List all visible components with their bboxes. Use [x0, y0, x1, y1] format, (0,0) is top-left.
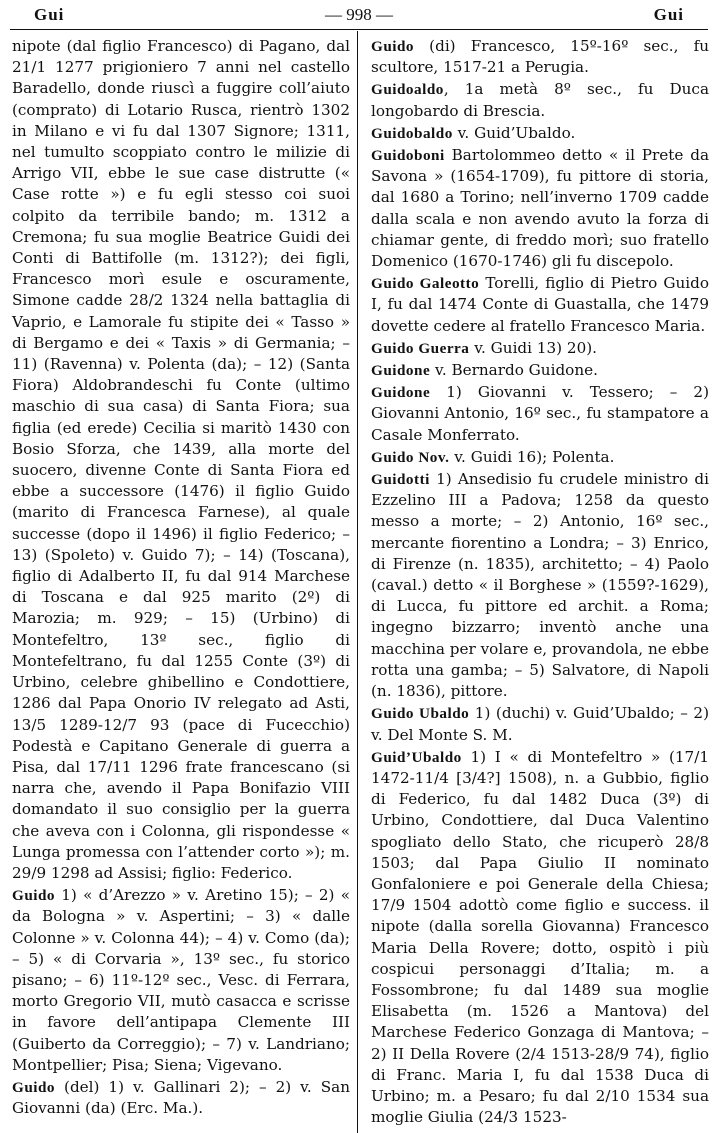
dictionary-entry: Guido (di) Francesco, 15º-16º sec., fu scultore, 1517-21 a Perugia.: [371, 37, 709, 77]
entry-headword: Guidone: [371, 362, 431, 380]
entry-headword: Guidone: [371, 384, 431, 402]
entry-headword: Guido: [12, 1078, 56, 1096]
entry-headword: Guido Ubaldo: [371, 705, 470, 723]
dictionary-entry: nipote (dal figlio Francesco) di Pagano, dal 21/1 1277 prigioniero 7 anni nel castello Baradello, donde riuscì a fuggire coll’aiuto (comprato) di Lotario Rusca, rientrò 1302 in Milano e vi fu dal 1307 Signore; 1311, nel tumulto scoppiato contro le milizie di Arrigo VII, ebbe le sue case distrutte (« Case rotte ») e fu egli stesso coi suoi colpito da terribile bando; m. 1312 a Cremona; fu sua moglie Beatrice Guidi dei Conti di Battifolle (m. 1312?); dei figli, Francesco morì esule e oscuramente, Simone cadde 28/2 1324 nella battaglia di Vaprio, e Lamorale fu stipite dei « Tasso » di Bergamo e dei « Taxis » di Germania; – 11) (Ravenna) v. Polenta (da); – 12) (Santa Fiora) Aldobrandeschi fu Conte (ultimo maschio di sua casa) di Santa Fiora; sua figlia (ed erede) Cecilia si maritò 1430 con Bosio Sforza, che 1439, alla morte del suocero, divenne Conte di Santa Fiora ed ebbe a successore (1476) il figlio Guido (marito di Francesca Farnese), al quale successe (dopo il 1496) il figlio Federico; – 13) (Spoleto) v. Guido 7); – 14) (Toscana), figlio di Adalberto II, fu dal 914 Marchese di Toscana e dal 925 marito (2º) di Marozia; m. 929; – 15) (Urbino) di Montefeltro, 13º sec., figlio di Montefeltrano, fu dal 1255 Conte (3º) di Urbino, celebre ghibellino e Condottiere, 1286 dal Papa Onorio IV relegato ad Asti, 13/5 1289-12/7 93 (pace di Fucecchio) Podestà e Capitano Generale di guerra a Pisa, dal 17/11 1296 frate francescano (si narra che, avendo il Papa Bonifazio VIII domandato il suo consiglio per la guerra che aveva con i Colonna, gli rispondesse « Lunga promessa con l’attender corto »); m. 29/9 1298 ad Assisi; figlio: Federico.: [12, 37, 350, 882]
right-column: [371, 36, 709, 1128]
dictionary-entry: Guido Galeotto Torelli, figlio di Pietro Guido I, fu dal 1474 Conte di Guastalla, che 1479 dovette cedere al fratello Francesco Maria.: [371, 274, 709, 335]
header-left-guide-word: Gui: [34, 5, 65, 24]
dictionary-entry: Guidoaldo, 1a metà 8º sec., fu Duca longobardo di Brescia.: [371, 80, 709, 120]
dictionary-entry: Guido Ubaldo 1) (duchi) v. Guid’Ubaldo; – 2) v. Del Monte S. M.: [371, 704, 709, 744]
dictionary-entry: Guidone v. Bernardo Guidone.: [371, 361, 598, 380]
entry-headword: Guidoboni: [371, 147, 445, 165]
dictionary-entry: Guid’Ubaldo 1) I « di Montefeltro » (17/1 1472-11/4 [3/4?] 1508), n. a Gubbio, figlio di Federico, fu dal 1482 Duca (3º) di Urbino, Condottiere, dal Duca Valentino spogliato dello Stato, che ricuperò 28/8 1503; dal Papa Giulio II nominato Gonfaloniere e poi Generale della Chiesa; 17/9 1504 adottò come figlio e success. il nipote (dalla sorella Giovanna) Francesco Maria Della Rovere; dotto, ospitò i più cospicui personaggi d’Italia; m. a Fossombrone; fu dal 1489 sua moglie Elisabetta (m. 1526 a Mantova) del Marchese Federico Gonzaga di Mantova; – 2) II Della Rovere (2/4 1513-28/9 74), figlio di Franc. Maria I, fu dal 1538 Duca di Urbino; m. a Pesaro; fu dal 2/10 1534 sua moglie Giulia (24/3 1523-: [371, 747, 709, 1127]
entry-headword: Guido Nov.: [371, 448, 450, 466]
dictionary-entry: Guidone 1) Giovanni v. Tessero; – 2) Giovanni Antonio, 16º sec., fu stampatore a Casale Monferrato.: [371, 383, 709, 444]
left-column: [12, 36, 350, 1119]
dictionary-entry: Guido 1) « d’Arezzo » v. Aretino 15); – 2) « da Bologna » v. Aspertini; – 3) « dalle Colonne » v. Colonna 44); – 4) v. Como (da); – 5) « di Corvaria », 13º sec., fu storico pisano; – 6) 11º-12º sec., Vesc. di Ferrara, morto Gregorio VII, mutò casacca e scrisse in favore dell’antipapa Clemente III (Guiberto da Correggio); – 7) v. Landriano; Montpellier; Pisa; Siena; Vigevano.: [12, 886, 350, 1074]
entry-headword: Guido Guerra: [371, 339, 470, 357]
column-divider: [357, 31, 358, 1133]
dictionary-entry: Guidoboni Bartolommeo detto « il Prete da Savona » (1654-1709), fu pittore di storia, dal 1680 a Torino; nell’inverno 1709 cadde dalla scala e non avendo avuto la forza di chiamar gente, di freddo morì; suo fratello Domenico (1670-1746) gli fu discepolo.: [371, 146, 709, 271]
page-number: — 998 —: [325, 5, 393, 24]
entry-headword: Guidotti: [371, 471, 430, 489]
page-header: [0, 4, 718, 26]
dictionary-entry: Guidobaldo v. Guid’Ubaldo.: [371, 123, 576, 142]
entry-headword: Guido Galeotto: [371, 275, 480, 293]
entry-headword: Guid’Ubaldo: [371, 748, 462, 766]
header-right-guide-word: Gui: [653, 5, 684, 24]
header-rule: [10, 29, 708, 30]
dictionary-entry: Guido (del) 1) v. Gallinari 2); – 2) v. San Giovanni (da) (Erc. Ma.).: [12, 1077, 350, 1118]
entry-headword: Guidobaldo: [371, 124, 453, 142]
entry-headword: Guido: [12, 887, 56, 905]
dictionary-entry: Guido Guerra v. Guidi 13) 20).: [371, 338, 598, 357]
dictionary-entry: Guido Nov. v. Guidi 16); Polenta.: [371, 447, 615, 466]
entry-headword: Guidoaldo: [371, 81, 444, 99]
dictionary-entry: Guidotti 1) Ansedisio fu crudele ministro di Ezzelino III a Padova; 1258 da questo messo a morte; – 2) Antonio, 16º sec., mercante fiorentino a Londra; – 3) Enrico, di Firenze (n. 1835), architetto; – 4) Paolo (caval.) detto « il Borghese » (1559?-1629), di Lucca, fu pittore ed archit. a Roma; ingegno bizzarro; inventò anche una macchina per volare e, provandola, ne ebbe rotta una gamba; – 5) Salvatore, di Napoli (n. 1836), pittore.: [371, 470, 709, 701]
entry-headword: Guido: [371, 38, 415, 55]
